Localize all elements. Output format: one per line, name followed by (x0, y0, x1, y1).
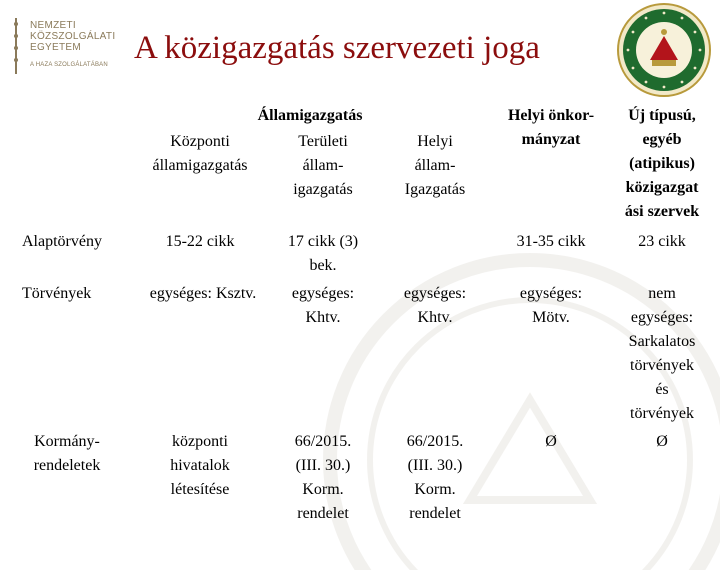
cell-alaptorveny-uj-tipusu: 23 cikk (638, 233, 686, 250)
column-header-helyi-onkormanyzat (490, 104, 612, 152)
column-header-line: állam- (414, 157, 456, 174)
column-header-line: igazgatás (293, 181, 353, 198)
column-header-line: állam- (302, 157, 344, 174)
group-header-allamigazgatas: Államigazgatás (257, 107, 363, 124)
cell-line: Khtv. (417, 309, 453, 326)
logo-tagline: A HAZA SZOLGÁLATÁBAN (30, 62, 108, 68)
cell-line: és (655, 381, 669, 398)
university-seal-icon (612, 2, 716, 98)
column-header-line: Helyi önkor- (507, 107, 595, 124)
cell-alaptorveny-teruleti (266, 230, 380, 278)
cell-line: Korm. (302, 481, 344, 498)
column-header-line: közigazgat (625, 179, 699, 196)
cell-line: rendelet (297, 505, 349, 522)
logo-line-2: KÖZSZOLGÁLATI (30, 31, 116, 42)
cell-line: egységes: (291, 285, 355, 302)
cell-line: Mötv. (532, 309, 570, 326)
column-header-teruleti (266, 130, 380, 202)
column-header-line: (atipikus) (629, 155, 695, 172)
column-header-line: Helyi (417, 133, 453, 150)
row-label-line: rendeletek (33, 457, 101, 474)
cell-kormany-uj-tipusu: Ø (656, 433, 668, 450)
cell-line: egységes: (519, 285, 583, 302)
column-header-line: Területi (298, 133, 348, 150)
cell-torvenyek-helyi (380, 282, 490, 330)
cell-kormany-onkormanyzat: Ø (545, 433, 557, 450)
column-header-line: mányzat (521, 131, 581, 148)
column-header-helyi-allamigazgatas (380, 130, 490, 202)
cell-kormany-kozponti (130, 430, 270, 502)
cell-line: rendelet (409, 505, 461, 522)
cell-torvenyek-kozponti: egységes: Ksztv. (149, 285, 257, 302)
row-label-alaptorveny: Alaptörvény (22, 233, 102, 250)
cell-line: központi (172, 433, 228, 450)
cell-torvenyek-teruleti (266, 282, 380, 330)
logo-ornament-icon (12, 18, 20, 74)
university-logo (10, 14, 122, 76)
page-title: A közigazgatás szervezeti joga (134, 30, 540, 66)
slide-header (0, 0, 720, 92)
row-label-line: Kormány- (34, 433, 100, 450)
logo-line-1: NEMZETI (30, 20, 76, 31)
column-header-line: Új típusú, (628, 107, 696, 124)
row-label-torvenyek: Törvények (22, 285, 92, 302)
cell-alaptorveny-onkormanyzat: 31-35 cikk (516, 233, 586, 250)
cell-line: bek. (309, 257, 337, 274)
cell-line: Korm. (414, 481, 456, 498)
cell-line: Sarkalatos (628, 333, 696, 350)
cell-line: egységes: (403, 285, 467, 302)
cell-line: 66/2015. (294, 433, 352, 450)
row-label-kormanyrendeletek (22, 430, 112, 478)
cell-line: egységes: (630, 309, 694, 326)
cell-line: létesítése (170, 481, 230, 498)
column-header-line: Igazgatás (404, 181, 466, 198)
cell-line: (III. 30.) (407, 457, 463, 474)
logo-line-3: EGYETEM (30, 42, 81, 53)
cell-line: hivatalok (170, 457, 230, 474)
column-header-line: államigazgatás (152, 157, 248, 174)
cell-line: törvények (630, 357, 694, 374)
cell-kormany-teruleti (266, 430, 380, 526)
cell-line: Khtv. (305, 309, 341, 326)
column-header-uj-tipusu (612, 104, 712, 224)
column-header-line: Központi (170, 133, 230, 150)
cell-torvenyek-onkormanyzat (490, 282, 612, 330)
logo-text (30, 20, 115, 53)
cell-line: nem (648, 285, 676, 302)
column-header-line: ási szervek (624, 203, 700, 220)
cell-kormany-helyi (380, 430, 490, 526)
cell-alaptorveny-kozponti: 15-22 cikk (165, 233, 235, 250)
cell-line: (III. 30.) (295, 457, 351, 474)
column-header-kozponti (130, 130, 270, 178)
column-header-line: egyéb (642, 131, 682, 148)
cell-line: 17 cikk (3) (287, 233, 359, 250)
cell-line: törvények (630, 405, 694, 422)
cell-torvenyek-uj-tipusu (612, 282, 712, 426)
cell-line: 66/2015. (406, 433, 464, 450)
